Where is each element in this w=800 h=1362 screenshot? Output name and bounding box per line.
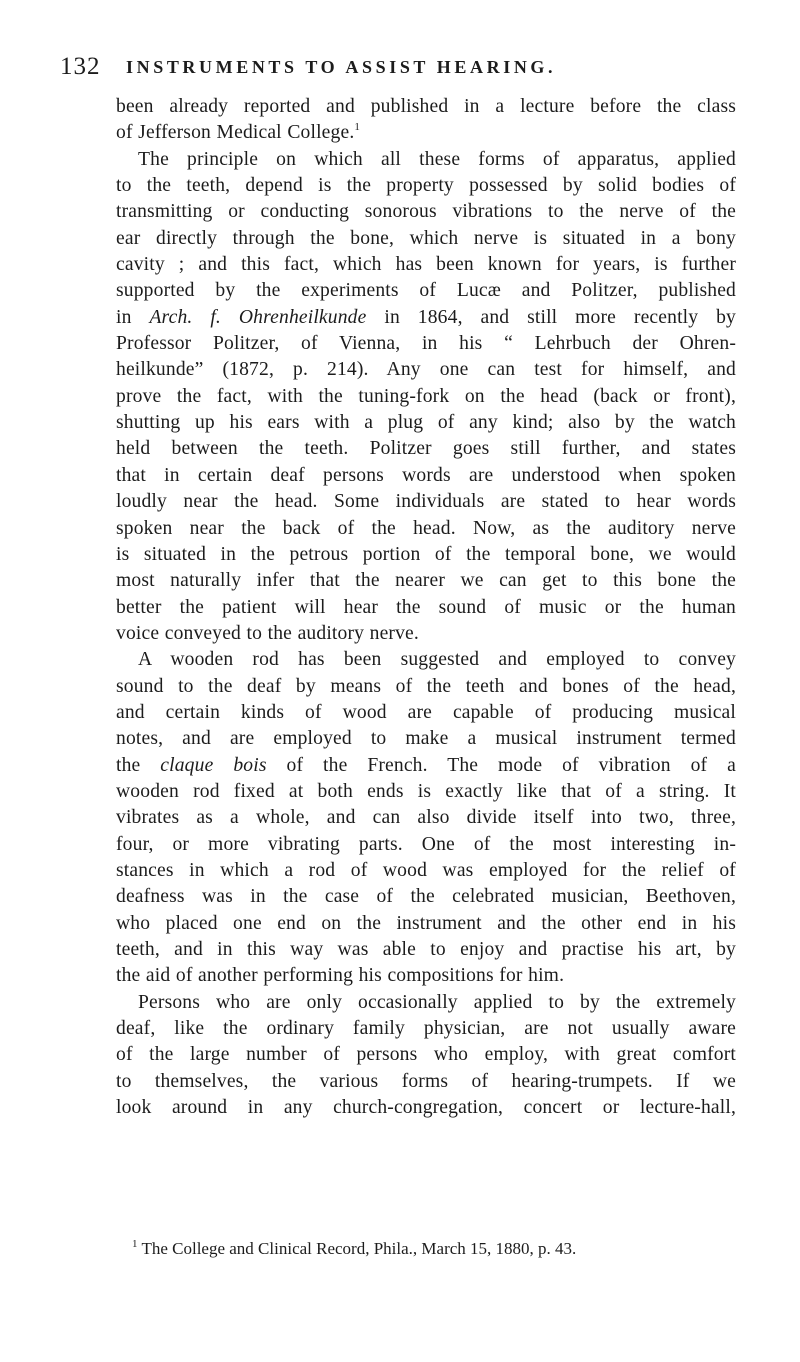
text-line: spoken near the back of the head. Now, as the auditory nerve	[116, 517, 736, 539]
text-line: to themselves, the various forms of hearing-trumpets. If we	[116, 1070, 736, 1092]
text-fragment: of the French. The mode of vibration of a	[286, 754, 736, 776]
text-fragment: the	[116, 754, 141, 776]
text-line: ear directly through the bone, which nerve is situated in a bony	[116, 227, 736, 249]
text-line: notes, and are employed to make a musical instrument termed	[116, 728, 736, 750]
text-line: of the large number of persons who employ, with great comfort	[116, 1044, 736, 1066]
text-line: Persons who are only occasionally applied to by the extremely	[138, 991, 736, 1013]
text-line: most naturally infer that the nearer we can get to this bone the	[116, 570, 736, 592]
text-line: four, or more vibrating parts. One of the most interesting in-	[116, 833, 736, 855]
footnote-marker: 1	[132, 1238, 138, 1250]
text-line: to the teeth, depend is the property possessed by solid bodies of	[116, 175, 736, 197]
footnote-reference: 1	[354, 121, 361, 134]
text-line: heilkunde” (1872, p. 214). Any one can test for himself, and	[116, 359, 736, 381]
text-line: been already reported and published in a lecture before the class	[116, 96, 736, 117]
page-header	[60, 50, 740, 84]
footnote-text: The College and Clinical Record, Phila., March 15, 1880, p. 43.	[141, 1239, 577, 1258]
text-line: the aid of another performing his compositions for him.	[116, 965, 565, 987]
footnote	[132, 1237, 738, 1261]
text-line: better the patient will hear the sound of music or the human	[116, 596, 736, 618]
text-line: cavity ; and this fact, which has been known for years, is further	[116, 254, 736, 276]
text-line	[116, 120, 736, 146]
text-line: vibrates as a whole, and can also divide itself into two, three,	[116, 807, 736, 829]
text-line: supported by the experiments of Lucæ and Politzer, published	[116, 280, 736, 302]
text-line: loudly near the head. Some individuals are stated to hear words	[116, 491, 736, 513]
text-line	[116, 305, 736, 331]
text-line: look around in any church-congregation, concert or lecture-hall,	[116, 1097, 736, 1119]
text-line: Professor Politzer, of Vienna, in his “ Lehrbuch der Ohren-	[116, 333, 736, 355]
text-line: that in certain deaf persons words are understood when spoken	[116, 464, 736, 486]
text-line: deaf, like the ordinary family physician, are not usually aware	[116, 1018, 736, 1040]
running-head: INSTRUMENTS TO ASSIST HEARING.	[126, 57, 557, 77]
text-line: sound to the deaf by means of the teeth and bones of the head,	[116, 675, 736, 697]
text-line: voice conveyed to the auditory nerve.	[116, 622, 419, 644]
text-fragment: in 1864, and still more recently by	[384, 306, 736, 328]
body-text	[116, 94, 736, 1121]
text-fragment: in	[116, 306, 132, 328]
text-line: is situated in the petrous portion of the temporal bone, we would	[116, 543, 736, 565]
italic-journal-title: Arch. f. Ohrenheilkunde	[149, 306, 367, 328]
page-number: 132	[60, 53, 101, 80]
text-line: A wooden rod has been suggested and employed to convey	[138, 649, 736, 671]
text-line: who placed one end on the instrument and the other end in his	[116, 912, 736, 934]
text-line: stances in which a rod of wood was employed for the relief of	[116, 859, 736, 881]
text-line: prove the fact, with the tuning-fork on the head (back or front),	[116, 385, 736, 407]
text-line: and certain kinds of wood are capable of producing musical	[116, 701, 736, 723]
text-line: deafness was in the case of the celebrated musician, Beethoven,	[116, 886, 736, 908]
text-line: The principle on which all these forms of apparatus, applied	[138, 148, 736, 170]
text-line	[116, 753, 736, 779]
text-line: wooden rod fixed at both ends is exactly like that of a string. It	[116, 780, 736, 802]
text-line: teeth, and in this way was able to enjoy and practise his art, by	[116, 939, 736, 960]
text-line-content: of Jefferson Medical College.	[116, 122, 355, 144]
text-line: shutting up his ears with a plug of any kind; also by the watch	[116, 412, 736, 434]
italic-term: claque bois	[160, 754, 267, 776]
text-line: transmitting or conducting sonorous vibrations to the nerve of the	[116, 201, 736, 223]
text-line: held between the teeth. Politzer goes still further, and states	[116, 438, 736, 460]
